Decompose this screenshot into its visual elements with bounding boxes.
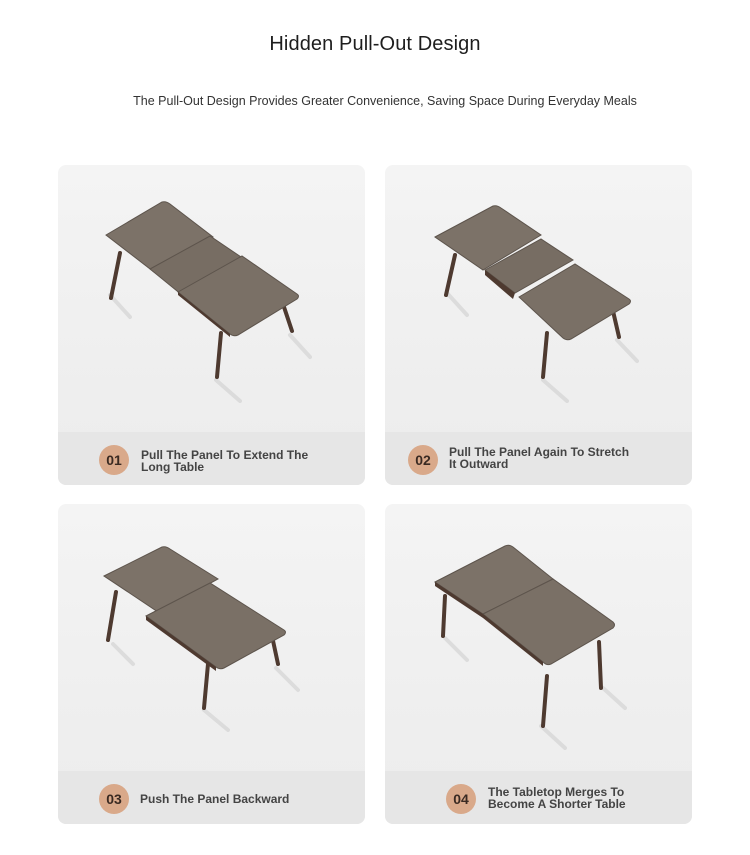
table-image-stretched-outward: [385, 165, 692, 433]
step-card-3: [58, 504, 365, 824]
step-caption: The Tabletop Merges To Become A Shorter Table: [488, 785, 626, 811]
table-image-extended-long: [58, 165, 365, 433]
step-number-badge: 04: [446, 784, 476, 814]
step-caption: Pull The Panel To Extend The Long Table: [141, 448, 309, 474]
step-number-badge: 02: [408, 445, 438, 475]
step-caption: Pull The Panel Again To Stretch It Outward: [449, 445, 630, 471]
table-image-merged-short: [385, 504, 692, 772]
table-image-push-backward: [58, 504, 365, 772]
page-title: Hidden Pull-Out Design: [269, 33, 481, 55]
step-number-badge: 03: [99, 784, 129, 814]
page-subtitle: The Pull-Out Design Provides Greater Convenience, Saving Space During Everyday Meals: [133, 94, 637, 108]
step-card-1: [58, 165, 365, 485]
step-number-badge: 01: [99, 445, 129, 475]
step-card-4: [385, 504, 692, 824]
step-caption: Push The Panel Backward: [140, 792, 290, 806]
step-card-2: [385, 165, 692, 485]
